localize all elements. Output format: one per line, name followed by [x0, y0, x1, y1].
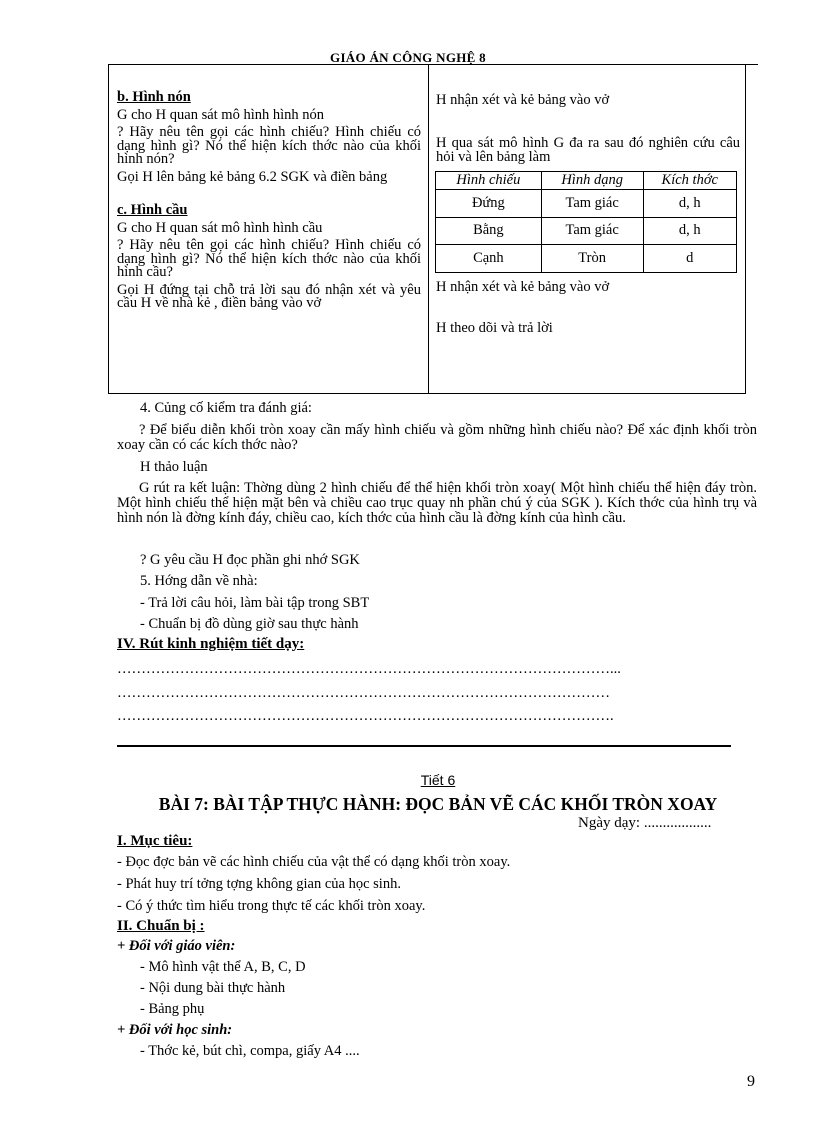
section-c-p1: G cho H quan sát mô hình hình cầu	[117, 219, 323, 236]
read-memo-line: ? G yêu cầu H đọc phần ghi nhớ SGK	[140, 552, 360, 568]
table-left-column	[117, 91, 421, 311]
section-5-heading: 5. Hớng dẫn về nhà:	[140, 573, 258, 589]
document-header: GIÁO ÁN CÔNG NGHỆ 8	[330, 50, 486, 65]
section-divider	[117, 745, 731, 747]
review-question: ? Để biểu diễn khối tròn xoay cần mấy hình chiếu và gồm những hình chiếu nào? Để xác định khối tròn xoay cần có các kích thớc nào?	[117, 422, 757, 453]
objective-1: - Đọc đợc bản vẽ các hình chiếu của vật thể có dạng khối tròn xoay.	[117, 854, 511, 870]
table-cell: Tròn	[541, 245, 643, 273]
section-b-p3: Gọi H lên bảng kẻ bảng 6.2 SGK và điền bảng	[117, 168, 388, 185]
projection-table	[435, 171, 737, 273]
header-cell: Hình chiếu	[436, 172, 542, 190]
right-note-4: H theo dõi và trả lời	[436, 320, 553, 336]
section-b-p1: G cho H quan sát mô hình hình nón	[117, 106, 325, 123]
table-cell: d	[643, 245, 736, 273]
table-row	[436, 190, 737, 218]
right-note-2: H qua sát mô hình G đa ra sau đó nghiên cứu câu hỏi và lên bảng làm	[436, 135, 740, 165]
right-note-3: H nhận xét và kẻ bảng vào vở	[436, 279, 610, 295]
section-4-heading: 4. Củng cố kiểm tra đánh giá:	[140, 400, 312, 416]
table-row	[436, 245, 737, 273]
table-cell: d, h	[643, 190, 736, 218]
table-cell: Cạnh	[436, 245, 542, 273]
table-header-row	[436, 172, 737, 190]
dotted-line-1: …………………………………………………………………………………………...	[117, 661, 621, 677]
table-column-divider	[428, 64, 429, 394]
teacher-item-3: - Bảng phụ	[140, 1001, 205, 1017]
lesson-number: Tiết 6	[420, 772, 456, 788]
table-row	[436, 217, 737, 245]
preparation-heading: II. Chuẩn bị :	[117, 918, 205, 934]
table-cell: Tam giác	[541, 217, 643, 245]
homework-item-1: - Trả lời câu hỏi, làm bài tập trong SBT	[140, 595, 370, 611]
student-item-1: - Thớc kẻ, bút chì, compa, giấy A4 ....	[140, 1043, 360, 1059]
table-cell: Bằng	[436, 217, 542, 245]
objectives-heading: I. Mục tiêu:	[117, 833, 193, 849]
objective-3: - Có ý thức tìm hiểu trong thực tế các khối tròn xoay.	[117, 898, 426, 914]
section-iv-heading: IV. Rút kinh nghiệm tiết dạy:	[117, 636, 305, 652]
section-b-p2: ? Hãy nêu tên gọi các hình chiếu? Hình chiếu có dạng hình gì? Nó thể hiện kích thớc nào của khối hình nón?	[117, 124, 421, 167]
section-c-p2: ? Hãy nêu tên gọi các hình chiếu? Hình chiếu có dạng hình gì? Nó thể hiện kích thớc nào của khối hình cầu?	[117, 237, 421, 280]
student-heading: + Đối với học sinh:	[117, 1022, 233, 1038]
page-number: 9	[747, 1073, 755, 1090]
dotted-line-3: ………………………………………………………………………………………….	[117, 708, 614, 724]
teacher-heading: + Đối với giáo viên:	[117, 938, 236, 954]
teaching-date: Ngày dạy: ..................	[578, 815, 712, 831]
discussion-line: H thảo luận	[140, 459, 208, 475]
dotted-line-2: …………………………………………………………………………………………	[117, 685, 610, 701]
header-cell: Hình dạng	[541, 172, 643, 190]
section-c-p3: Gọi H đứng tại chỗ trả lời sau đó nhận xét và yêu cầu H về nhà kẻ , điền bảng vào vở	[117, 281, 421, 311]
section-c-heading: c. Hình cầu	[117, 202, 188, 218]
teacher-item-1: - Mô hình vật thể A, B, C, D	[140, 959, 306, 975]
objective-2: - Phát huy trí tởng tợng không gian của học sinh.	[117, 876, 401, 892]
header-cell: Kích thớc	[643, 172, 736, 190]
teacher-item-2: - Nội dung bài thực hành	[140, 980, 286, 996]
section-b-heading: b. Hình nón	[117, 89, 191, 105]
table-cell: d, h	[643, 217, 736, 245]
homework-item-2: - Chuẩn bị đồ dùng giờ sau thực hành	[140, 616, 359, 632]
lesson-title: BÀI 7: BÀI TẬP THỰC HÀNH: ĐỌC BẢN VẼ CÁC KHỐI TRÒN XOAY	[158, 794, 718, 814]
table-cell: Tam giác	[541, 190, 643, 218]
conclusion-paragraph: G rút ra kết luận: Thờng dùng 2 hình chiếu để thể hiện khối tròn xoay( Một hình chiếu thể hiện đáy tròn. Một hình chiếu thể hiện mặt bên và chiều cao trục quay nh phần chú ý của SGK ). Kích thớc của hình trụ và hình nón là đờng kính đáy, chiều cao, kích thớc của hình cầu là đờng kính của hình cầu.	[117, 480, 757, 526]
right-note-1: H nhận xét và kẻ bảng vào vở	[436, 92, 610, 108]
table-cell: Đứng	[436, 190, 542, 218]
